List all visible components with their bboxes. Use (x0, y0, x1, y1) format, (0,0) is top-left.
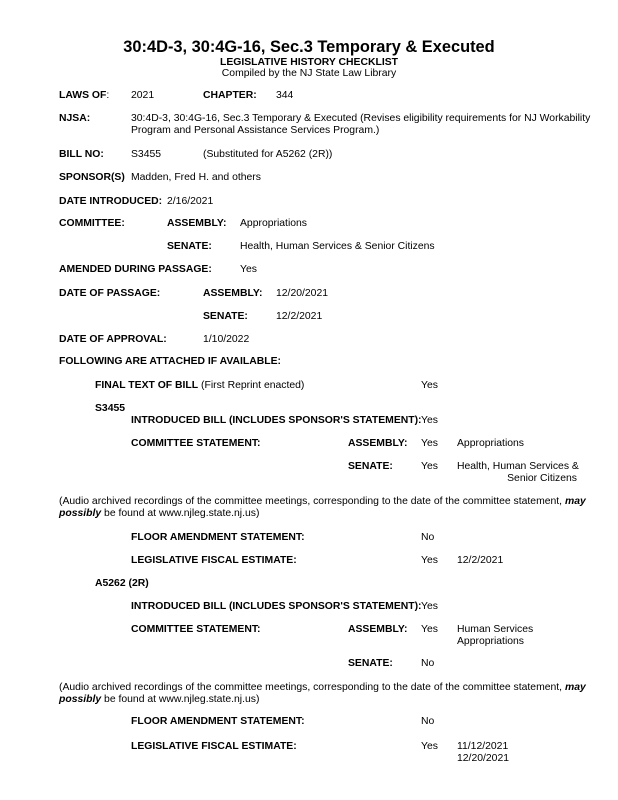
s3455-senate-committee-line2: Senior Citizens (507, 473, 577, 484)
final-text-value: Yes (421, 380, 438, 391)
date-introduced-value: 2/16/2021 (167, 196, 214, 207)
committee-assembly-label: ASSEMBLY: (167, 218, 227, 229)
amended-label: AMENDED DURING PASSAGE: (59, 264, 212, 275)
committee-senate-value: Health, Human Services & Senior Citizens (240, 241, 435, 252)
a5262-assembly-committee-line2: Appropriations (457, 636, 525, 647)
laws-of-field (59, 90, 109, 103)
bill-no-note: (Substituted for A5262 (2R)) (203, 149, 333, 160)
audio-note-text: be found at www.njleg.state.nj.us) (101, 694, 260, 705)
s3455-introduced-label: INTRODUCED BILL (INCLUDES SPONSOR'S STATEMENT): (131, 415, 422, 426)
passage-assembly-value: 12/20/2021 (276, 288, 329, 299)
a5262-committee-statement-label: COMMITTEE STATEMENT: (131, 624, 261, 635)
s3455-audio-note-line2 (59, 508, 259, 521)
laws-of-label: LAWS OF (59, 90, 107, 101)
audio-note-emphasis: possibly (59, 508, 102, 519)
committee-assembly-value: Appropriations (240, 218, 308, 229)
a5262-senate-label: SENATE: (348, 658, 393, 669)
s3455-fiscal-label: LEGISLATIVE FISCAL ESTIMATE: (131, 555, 297, 566)
a5262-fiscal-value: Yes (421, 741, 438, 752)
passage-senate-value: 12/2/2021 (276, 311, 323, 322)
amended-value: Yes (240, 264, 257, 275)
final-text-row (95, 380, 304, 393)
a5262-fiscal-label: LEGISLATIVE FISCAL ESTIMATE: (131, 741, 297, 752)
a5262-assembly-committee-line1: Human Services (457, 624, 534, 635)
njsa-value-line1: 30:4D-3, 30:4G-16, Sec.3 Temporary & Executed (Revises eligibility requirements for NJ Workability (131, 113, 591, 124)
sponsor-label: SPONSOR(S) (59, 172, 125, 183)
a5262-fiscal-date-1: 11/12/2021 (457, 741, 509, 752)
s3455-audio-note-line1 (59, 496, 586, 509)
chapter-label: CHAPTER: (203, 90, 257, 101)
a5262-senate-value: No (421, 658, 435, 669)
final-text-label: FINAL TEXT OF BILL (95, 380, 199, 391)
s3455-floor-value: No (421, 532, 435, 543)
a5262-floor-value: No (421, 716, 435, 727)
date-introduced-label: DATE INTRODUCED: (59, 196, 163, 207)
approval-value: 1/10/2022 (203, 334, 250, 345)
s3455-assembly-label: ASSEMBLY: (348, 438, 408, 449)
audio-note-text: (Audio archived recordings of the committee meetings, corresponding to the date of the committee statement, (59, 682, 565, 693)
compiled-by: Compiled by the NJ State Law Library (221, 68, 397, 79)
s3455-senate-label: SENATE: (348, 461, 393, 472)
a5262-audio-note-line2 (59, 694, 259, 707)
final-text-note: (First Reprint enacted) (198, 380, 305, 391)
njsa-label: NJSA: (59, 113, 91, 124)
audio-note-emphasis: possibly (59, 694, 102, 705)
a5262-introduced-label: INTRODUCED BILL (INCLUDES SPONSOR'S STATEMENT): (131, 601, 422, 612)
page-title: 30:4D-3, 30:4G-16, Sec.3 Temporary & Executed (123, 38, 495, 56)
s3455-committee-statement-label: COMMITTEE STATEMENT: (131, 438, 261, 449)
audio-note-text: (Audio archived recordings of the committee meetings, corresponding to the date of the committee statement, (59, 496, 565, 507)
page-subtitle: LEGISLATIVE HISTORY CHECKLIST (219, 57, 398, 68)
attached-heading: FOLLOWING ARE ATTACHED IF AVAILABLE: (59, 356, 282, 367)
a5262-fiscal-date-2: 12/20/2021 (457, 753, 510, 764)
passage-label: DATE OF PASSAGE: (59, 288, 161, 299)
audio-note-emphasis: may (564, 496, 586, 507)
laws-of-value: 2021 (131, 90, 155, 101)
approval-label: DATE OF APPROVAL: (59, 334, 167, 345)
passage-assembly-label: ASSEMBLY: (203, 288, 263, 299)
a5262-heading: A5262 (2R) (95, 578, 149, 589)
s3455-senate-value: Yes (421, 461, 438, 472)
s3455-heading: S3455 (95, 403, 126, 414)
audio-note-emphasis: may (564, 682, 586, 693)
a5262-assembly-value: Yes (421, 624, 438, 635)
passage-senate-label: SENATE: (203, 311, 248, 322)
a5262-assembly-label: ASSEMBLY: (348, 624, 408, 635)
njsa-value-line2: Program and Personal Assistance Services Program.) (131, 125, 380, 136)
s3455-fiscal-value: Yes (421, 555, 438, 566)
s3455-assembly-committee: Appropriations (457, 438, 525, 449)
chapter-value: 344 (276, 90, 294, 101)
audio-note-text: be found at www.njleg.state.nj.us) (101, 508, 260, 519)
a5262-floor-label: FLOOR AMENDMENT STATEMENT: (131, 716, 305, 727)
s3455-introduced-value: Yes (421, 415, 438, 426)
a5262-audio-note-line1 (59, 682, 586, 695)
bill-no-value: S3455 (131, 149, 162, 160)
bill-no-label: BILL NO: (59, 149, 104, 160)
sponsor-value: Madden, Fred H. and others (131, 172, 261, 183)
s3455-assembly-value: Yes (421, 438, 438, 449)
committee-label: COMMITTEE: (59, 218, 125, 229)
s3455-senate-committee-line1: Health, Human Services & (457, 461, 579, 472)
s3455-fiscal-date: 12/2/2021 (457, 555, 504, 566)
committee-senate-label: SENATE: (167, 241, 212, 252)
laws-of-colon: : (106, 90, 110, 101)
s3455-floor-label: FLOOR AMENDMENT STATEMENT: (131, 532, 305, 543)
a5262-introduced-value: Yes (421, 601, 438, 612)
